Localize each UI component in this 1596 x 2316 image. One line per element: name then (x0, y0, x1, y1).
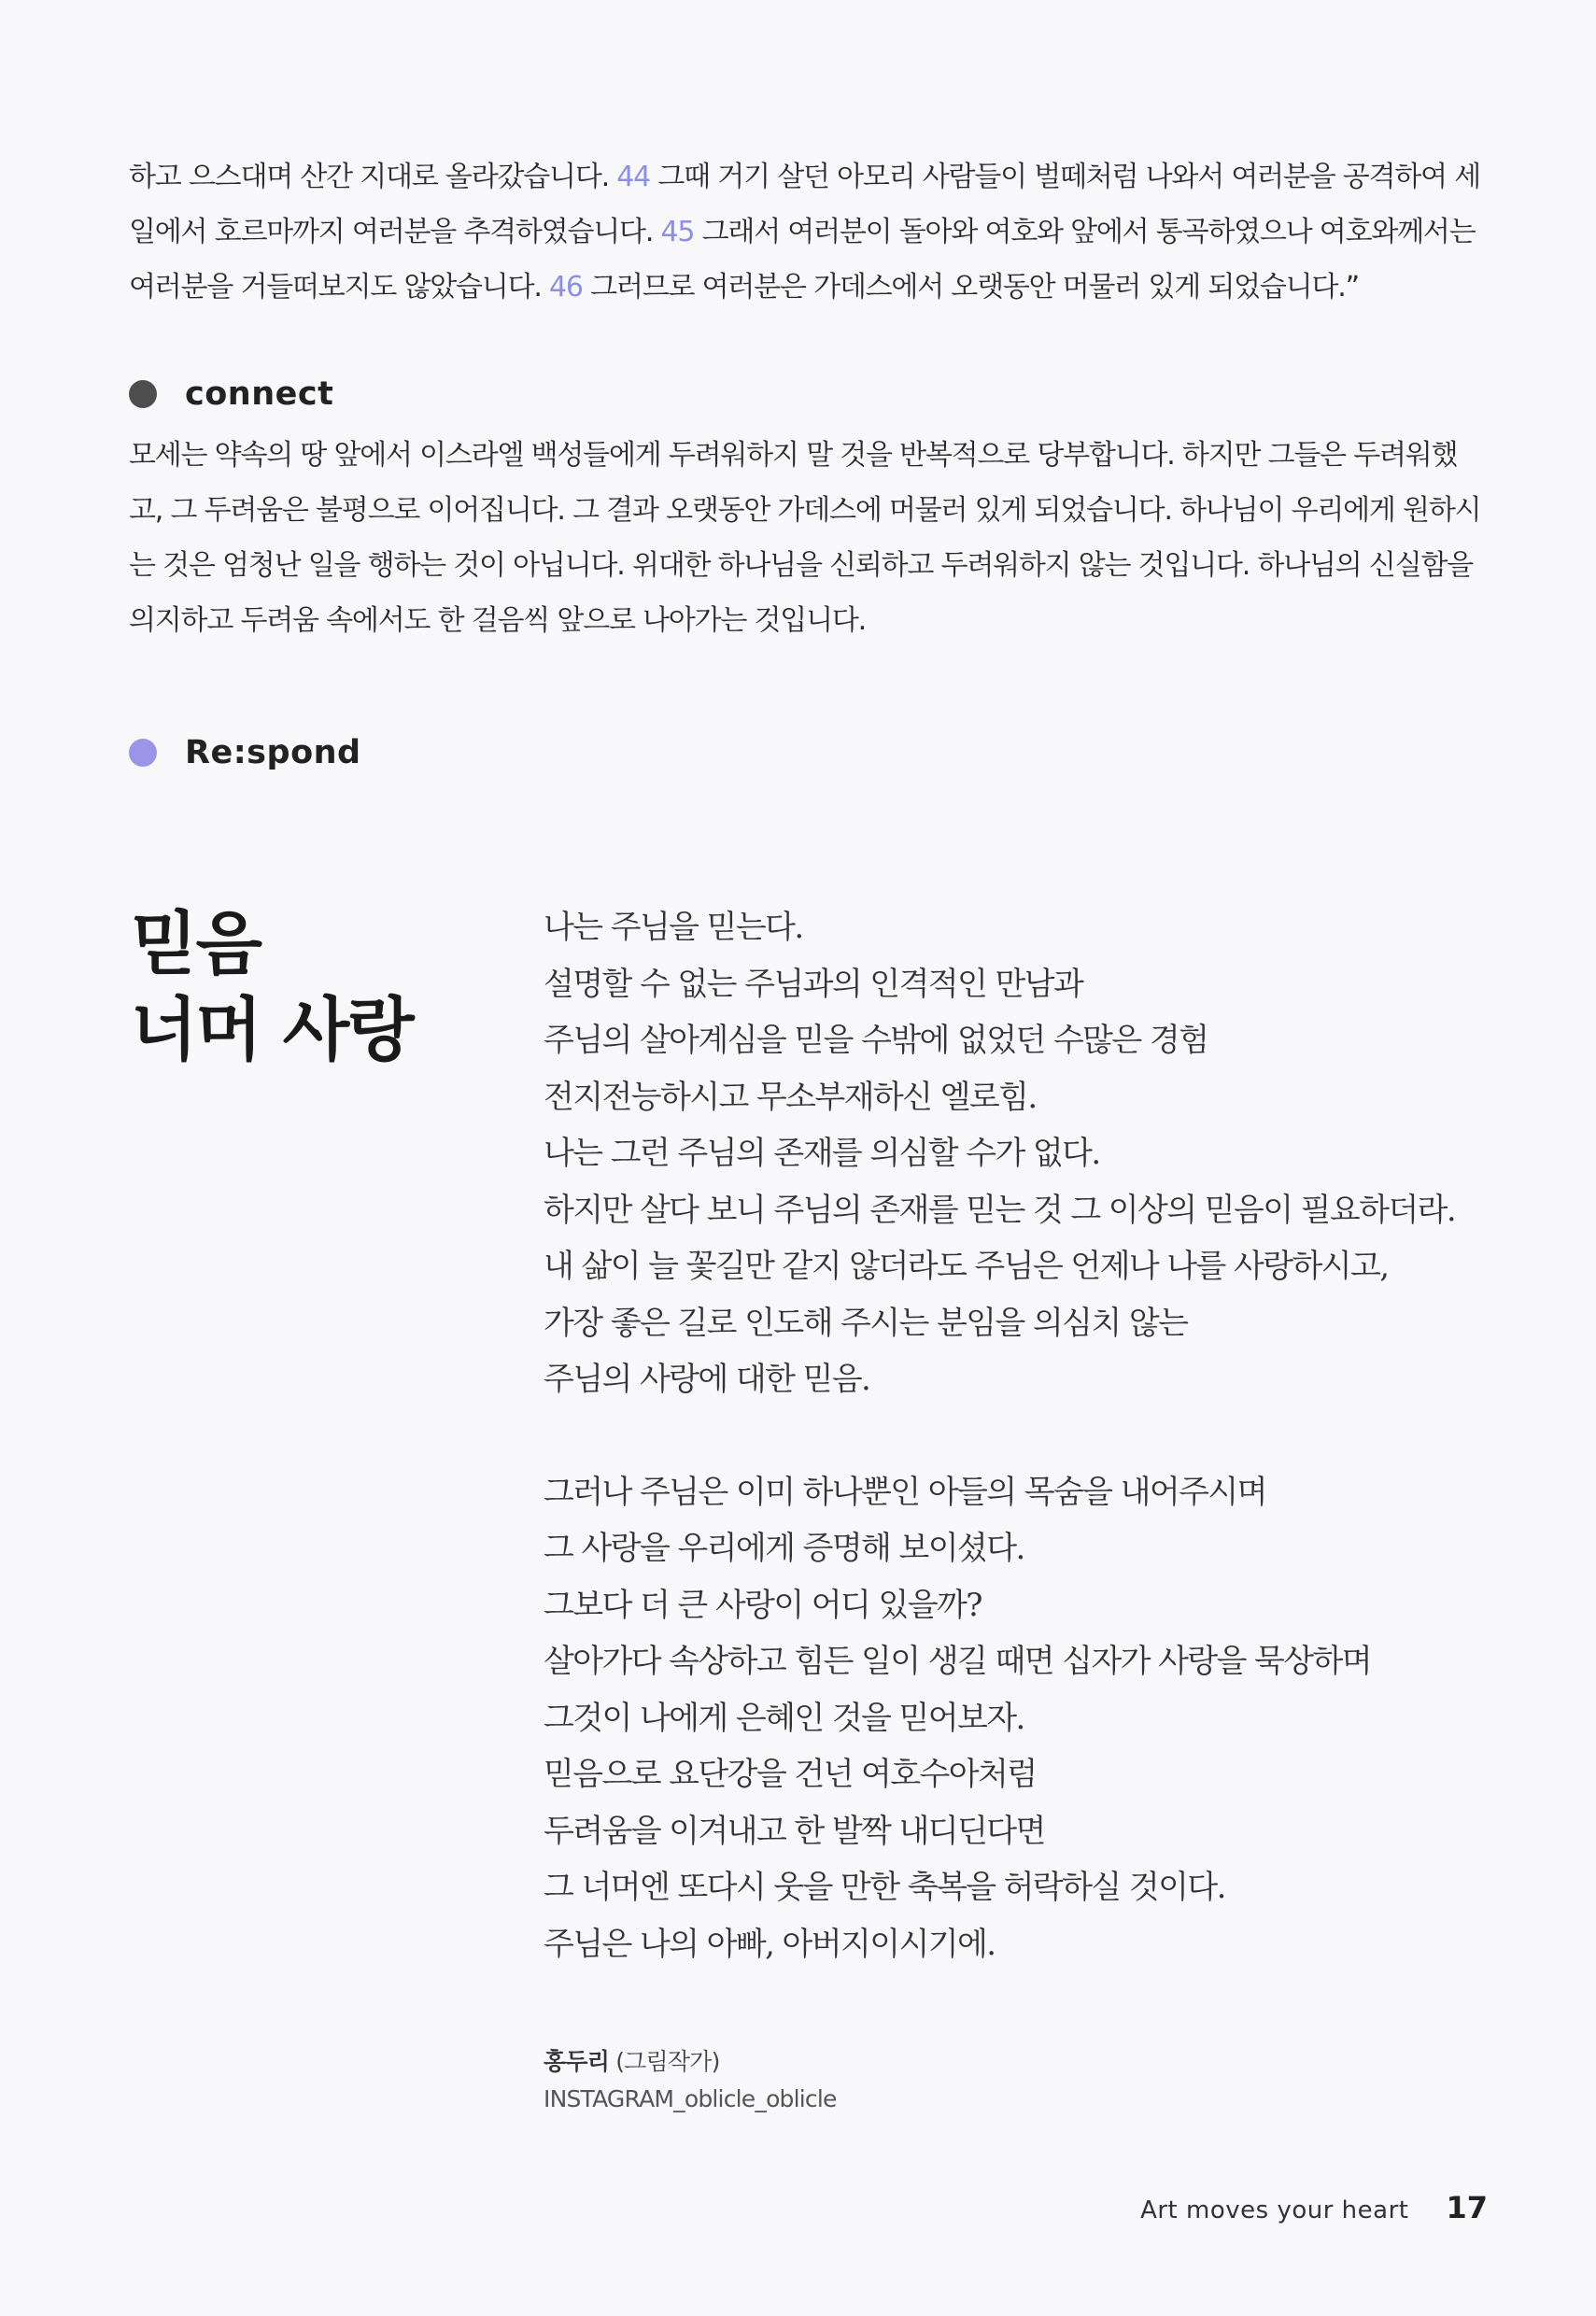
verse-text: 그래서 여러분이 돌아와 여호와 앞에서 통곡하였으나 여호와께서는 여러분을 거들떠보지도 않았습니다. (129, 216, 1476, 304)
poem-line: 두려움을 이겨내고 한 발짝 내디딘다면 (544, 1812, 1045, 1850)
page-number: 17 (1446, 2190, 1488, 2225)
footer-tagline: Art moves your heart (1140, 2196, 1409, 2224)
poem-body (544, 899, 1524, 1972)
verse-number: 45 (660, 216, 695, 248)
poem-line: 그 너머엔 또다시 웃을 만한 축복을 허락하실 것이다. (544, 1869, 1225, 1906)
verse-number: 44 (616, 161, 651, 193)
respond-heading (129, 734, 361, 771)
poem-line: 그 사랑을 우리에게 증명해 보이셨다. (544, 1530, 1024, 1567)
connect-heading (129, 375, 333, 413)
poem-title-line1: 믿음 (131, 904, 261, 984)
poem-line: 설명할 수 없는 주님과의 인격적인 만남과 (544, 965, 1083, 1003)
verse-text: 그러므로 여러분은 가데스에서 오랫동안 머물러 있게 되었습니다.” (582, 271, 1359, 304)
artist-name: 홍두리 (544, 2048, 610, 2075)
artist-credit (544, 2043, 837, 2118)
connect-body: 모세는 약속의 땅 앞에서 이스라엘 백성들에게 두려워하지 말 것을 반복적으로 당부합니다. 하지만 그들은 두려워했고, 그 두려움은 불평으로 이어집니다. 그 결과 오랫동안 가데스에 머물러 있게 되었습니다. 하나님이 우리에게 원하시는 것은 엄청난 일을 행하는 것이 아닙니다. 위대한 하나님을 신뢰하고 두려워하지 않는 것입니다. 하나님의 신실함을 의지하고 두려움 속에서도 한 걸음씩 앞으로 나아가는 것입니다. (129, 439, 1481, 637)
page-footer (1140, 2190, 1488, 2225)
artist-instagram: INSTAGRAM_oblicle_oblicle (544, 2085, 837, 2112)
poem-line: 믿음으로 요단강을 건넌 여호수아처럼 (544, 1756, 1037, 1793)
verse-text: 하고 으스대며 산간 지대로 올라갔습니다. (129, 161, 617, 193)
poem-line: 그보다 더 큰 사랑이 어디 있을까? (544, 1586, 982, 1624)
respond-label: Re:spond (185, 734, 361, 771)
poem-title (131, 901, 413, 1073)
respond-bullet-icon (129, 739, 157, 767)
verse-number: 46 (549, 271, 583, 304)
connect-bullet-icon (129, 380, 157, 408)
poem-line: 가장 좋은 길로 인도해 주시는 분임을 의심치 않는 (544, 1304, 1188, 1342)
poem-line: 살아가다 속상하고 힘든 일이 생길 때면 십자가 사랑을 묵상하며 (544, 1643, 1372, 1680)
poem-line: 내 삶이 늘 꽃길만 같지 않더라도 주님은 언제나 나를 사랑하시고, (544, 1248, 1389, 1285)
poem-line: 하지만 살다 보니 주님의 존재를 믿는 것 그 이상의 믿음이 필요하더라. (544, 1191, 1456, 1229)
poem-line: 나는 그런 주님의 존재를 의심할 수가 없다. (544, 1135, 1100, 1172)
poem-line: 주님은 나의 아빠, 아버지이시기에. (544, 1925, 996, 1963)
poem-title-line2: 너머 사랑 (131, 990, 413, 1070)
poem-line: 주님의 살아계심을 믿을 수밖에 없었던 수많은 경험 (544, 1022, 1208, 1059)
poem-stanza-1 (544, 899, 1524, 1408)
poem-line: 나는 주님을 믿는다. (544, 909, 803, 946)
scripture-passage (129, 149, 1488, 315)
verse-text: 그때 거기 살던 아모리 사람들이 벌떼처럼 나와서 여러분을 공격하여 세일에서 호르마까지 여러분을 추격하였습니다. (129, 161, 1481, 248)
poem-line: 전지전능하시고 무소부재하신 엘로힘. (544, 1078, 1037, 1116)
artist-role: (그림작가) (609, 2048, 720, 2075)
poem-line: 그것이 나에게 은혜인 것을 믿어보자. (544, 1699, 1024, 1737)
poem-line: 주님의 사랑에 대한 믿음. (544, 1361, 870, 1398)
poem-line: 그러나 주님은 이미 하나뿐인 아들의 목숨을 내어주시며 (544, 1473, 1266, 1511)
poem-stanza-2 (544, 1464, 1524, 1973)
connect-label: connect (185, 375, 334, 413)
